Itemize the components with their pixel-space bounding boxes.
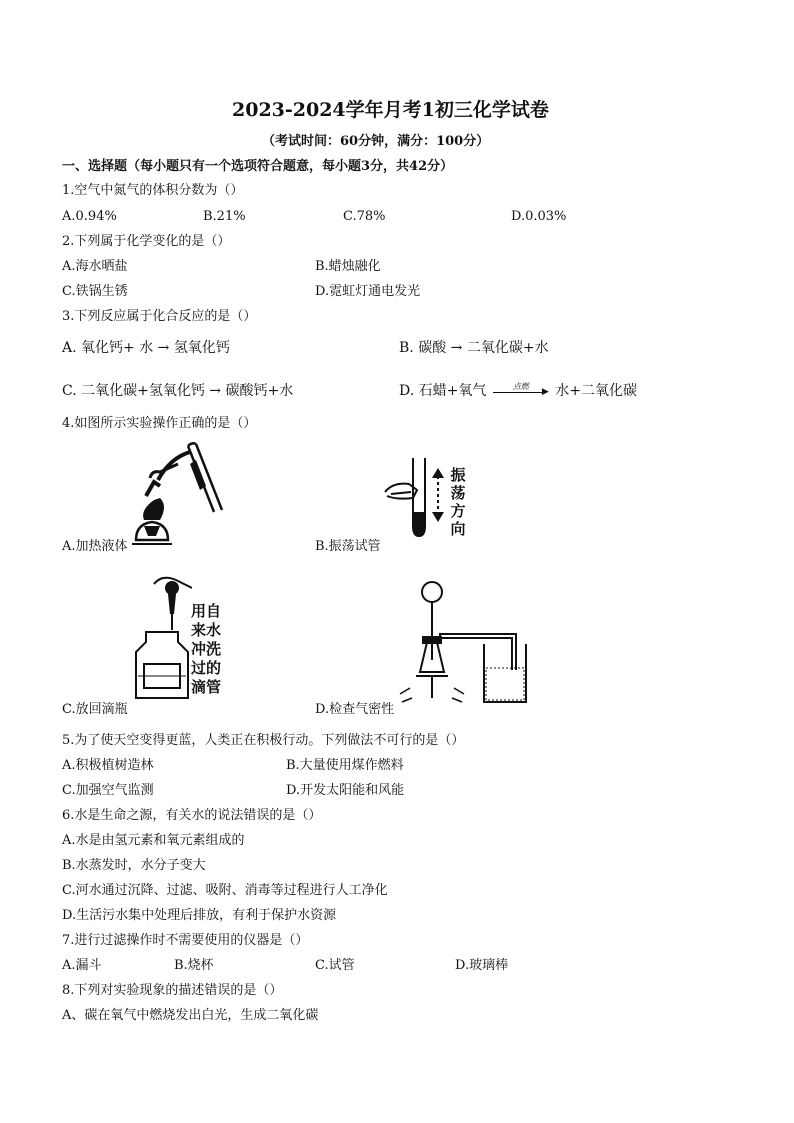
q5-option-b[interactable]: B.大量使用煤作燃料 [286,758,404,773]
q6-option-c[interactable]: C.河水通过沉降、过滤、吸附、消毒等过程进行人工净化 [62,883,388,898]
dropper-note-label: 用自 来水 冲洗 过的 滴管 [190,602,221,696]
q3-d-products: 水+二氧化碳 [555,383,637,399]
reaction-arrow-icon: → [450,340,463,356]
q6-option-b[interactable]: B.水蒸发时，水分子变大 [62,858,206,873]
q2-option-a[interactable]: A.海水晒盐 [62,259,128,274]
q1-option-c[interactable]: C.78% [343,209,386,224]
shake-direction-label: 振 荡 方 向 [450,466,466,538]
shaking-test-tube-figure [383,456,435,542]
reaction-arrow-icon: → [157,340,170,356]
shake-direction-arrow-icon [430,466,446,524]
q3-option-a[interactable] [62,340,230,356]
q4-option-c[interactable]: C.放回滴瓶 [62,702,128,717]
q1-option-b[interactable]: B.21% [203,209,246,224]
q3-d-reactants: D. 石蜡+氧气 [399,383,487,399]
q5-option-d[interactable]: D.开发太阳能和风能 [286,783,405,798]
reaction-arrow-icon: → [209,383,222,399]
exam-title: 2023-2024学年月考1初三化学试卷 [232,99,549,121]
exam-subtitle: （考试时间：60分钟，满分：100分） [262,134,490,149]
reaction-condition-label: 点燃 [512,382,529,391]
q3-option-b[interactable] [399,340,549,356]
q3-option-d[interactable] [399,383,637,399]
airtightness-check-figure [398,578,532,706]
q7-option-c[interactable]: C.试管 [315,958,355,973]
q5-option-c[interactable]: C.加强空气监测 [62,783,154,798]
q3-c-reactants: C. 二氧化碳+氢氧化钙 [62,383,205,399]
q8-stem: 8.下列对实验现象的描述错误的是（） [62,983,283,998]
q3-b-reactants: B. 碳酸 [399,340,447,356]
q5-option-a[interactable]: A.积极植树造林 [62,758,154,773]
q2-option-c[interactable]: C.铁锅生锈 [62,284,128,299]
q7-stem: 7.进行过滤操作时不需要使用的仪器是（） [62,933,309,948]
q6-stem: 6.水是生命之源，有关水的说法错误的是（） [62,808,322,823]
q6-option-a[interactable]: A.水是由氢元素和氧元素组成的 [62,833,245,848]
q4-option-b[interactable]: B.振荡试管 [315,539,381,554]
q2-stem: 2.下列属于化学变化的是（） [62,234,231,249]
q3-stem: 3.下列反应属于化合反应的是（） [62,309,257,324]
q4-option-a[interactable]: A.加热液体 [62,539,128,554]
section-heading: 一、选择题（每小题只有一个选项符合题意，每小题3分，共42分） [62,159,454,174]
q3-a-products: 氢氧化钙 [173,340,230,356]
q7-option-a[interactable]: A.漏斗 [62,958,102,973]
q7-option-b[interactable]: B.烧杯 [174,958,214,973]
q1-option-a[interactable]: A.0.94% [62,209,117,224]
q8-option-a[interactable]: A、碳在氧气中燃烧发出白光，生成二氧化碳 [62,1008,319,1023]
q2-option-b[interactable]: B.蜡烛融化 [315,259,381,274]
q6-option-d[interactable]: D.生活污水集中处理后排放，有利于保护水资源 [62,908,337,923]
q7-option-d[interactable]: D.玻璃棒 [455,958,509,973]
q2-option-d[interactable]: D.霓虹灯通电发光 [315,284,421,299]
q3-c-products: 碳酸钙+水 [225,383,294,399]
q4-option-d[interactable]: D.检查气密性 [315,702,395,717]
q4-stem: 4.如图所示实验操作正确的是（） [62,416,257,431]
q1-option-d[interactable]: D.0.03% [511,209,567,224]
q5-stem: 5.为了使天空变得更蓝，人类正在积极行动。下列做法不可行的是（） [62,733,465,748]
heating-liquid-figure [130,440,230,552]
dropper-bottle-figure [132,572,192,702]
q3-option-c[interactable] [62,383,293,399]
q3-a-reactants: A. 氧化钙+ 水 [62,340,154,356]
q3-b-products: 二氧化碳+水 [466,340,549,356]
q1-stem: 1.空气中氮气的体积分数为（） [62,183,244,198]
reaction-condition-arrow: 点燃 ▶ [493,384,549,398]
